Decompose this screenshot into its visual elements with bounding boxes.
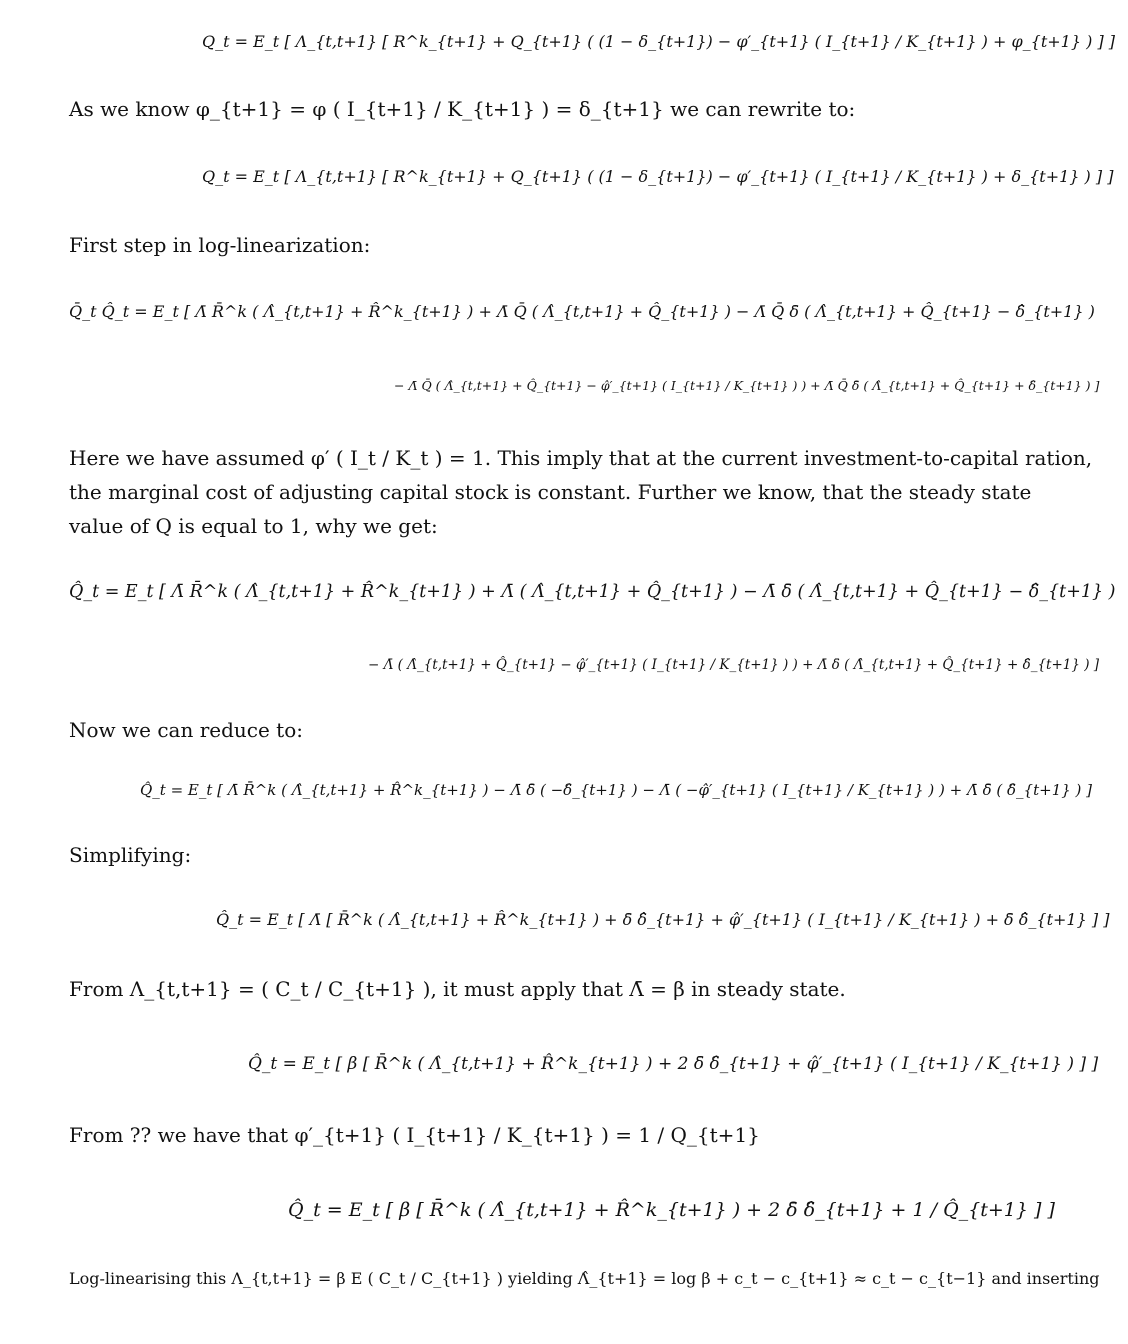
equation-2: Q_t = E_t [ Λ_{t,t+1} [ R^k_{t+1} + Q_{t+1} ( (1 − δ_{t+1}) − φ′_{t+1} ( I_{t+1} / K_{t+1} ) + δ_{t+1} ) ] ]	[202, 167, 1114, 186]
text-simplifying: Simplifying:	[69, 843, 192, 867]
equation-8: Q̂_t = E_t [ β [ R̄^k ( Λ̂_{t,t+1} + R̂^k_{t+1} ) + 2 δ̄ δ̂_{t+1} + 1 / Q̂_{t+1} ] ]	[288, 1199, 1055, 1221]
equation-3b: − Λ̄ Q̄ ( Λ̂_{t,t+1} + Q̂_{t+1} − φ̂′_{t+1} ( I_{t+1} / K_{t+1} ) ) + Λ̄ Q̄ δ̄ ( Λ̂_{t,t+1} + Q̂_{t+1} + δ̂_{t+1} ) ]	[394, 378, 1100, 393]
text-assumed-line2: the marginal cost of adjusting capital stock is constant. Further we know, that the steady state	[69, 480, 1032, 504]
text-assumed-line3: value of Q is equal to 1, why we get:	[69, 514, 438, 538]
text-from-qq: From ?? we have that φ′_{t+1} ( I_{t+1} / K_{t+1} ) = 1 / Q_{t+1}	[69, 1123, 760, 1147]
text-as-we-know: As we know φ_{t+1} = φ ( I_{t+1} / K_{t+1} ) = δ_{t+1} we can rewrite to:	[69, 97, 856, 121]
equation-4a: Q̂_t = E_t [ Λ̄ R̄^k ( Λ̂_{t,t+1} + R̂^k_{t+1} ) + Λ̄ ( Λ̂_{t,t+1} + Q̂_{t+1} ) − Λ̄ δ̄ ( Λ̂_{t,t+1} + Q̂_{t+1} − δ̂_{t+1} )	[69, 582, 1116, 602]
equation-3a: Q̄_t Q̂_t = E_t [ Λ̄ R̄^k ( Λ̂_{t,t+1} + R̂^k_{t+1} ) + Λ̄ Q̄ ( Λ̂_{t,t+1} + Q̂_{t+1} ) − Λ̄ Q̄ δ̄ ( Λ̂_{t,t+1} + Q̂_{t+1} − δ̂_{t+1} )	[69, 302, 1095, 321]
text-log-linearising: Log-linearising this Λ_{t,t+1} = β E ( C_t / C_{t+1} ) yielding Λ̂_{t+1} = log β + c_t − c_{t+1} ≈ c_t − c_{t−1} and inserting	[69, 1269, 1100, 1288]
text-reduce: Now we can reduce to:	[69, 718, 303, 742]
text-first-step: First step in log-linearization:	[69, 233, 371, 257]
equation-1: Q_t = E_t [ Λ_{t,t+1} [ R^k_{t+1} + Q_{t+1} ( (1 − δ_{t+1}) − φ′_{t+1} ( I_{t+1} / K_{t+1} ) + φ_{t+1} ) ] ]	[202, 32, 1116, 51]
equation-5: Q̂_t = E_t [ Λ̄ R̄^k ( Λ̂_{t,t+1} + R̂^k_{t+1} ) − Λ̄ δ̄ ( −δ̂_{t+1} ) − Λ̄ ( −φ̂′_{t+1} ( I_{t+1} / K_{t+1} ) ) + Λ̄ δ̄ ( δ̂_{t+1} ) ]	[140, 781, 1093, 799]
equation-7: Q̂_t = E_t [ β [ R̄^k ( Λ̂_{t,t+1} + R̂^k_{t+1} ) + 2 δ̄ δ̂_{t+1} + φ̂′_{t+1} ( I_{t+1} / K_{t+1} ) ] ]	[248, 1054, 1099, 1074]
equation-4b: − Λ̄ ( Λ̂_{t,t+1} + Q̂_{t+1} − φ̂′_{t+1} ( I_{t+1} / K_{t+1} ) ) + Λ̄ δ̄ ( Λ̂_{t,t+1} + Q̂_{t+1} + δ̂_{t+1} ) ]	[368, 657, 1100, 673]
text-from-lambda: From Λ_{t,t+1} = ( C_t / C_{t+1} ), it must apply that Λ̄ = β in steady state.	[69, 977, 846, 1001]
equation-6: Q̂_t = E_t [ Λ̄ [ R̄^k ( Λ̂_{t,t+1} + R̂^k_{t+1} ) + δ̄ δ̂_{t+1} + φ̂′_{t+1} ( I_{t+1} / K_{t+1} ) + δ̄ δ̂_{t+1} ] ]	[216, 910, 1110, 929]
text-assumed-line1: Here we have assumed φ′ ( I_t / K_t ) = 1. This imply that at the current investment-to-capital ration,	[69, 446, 1093, 470]
